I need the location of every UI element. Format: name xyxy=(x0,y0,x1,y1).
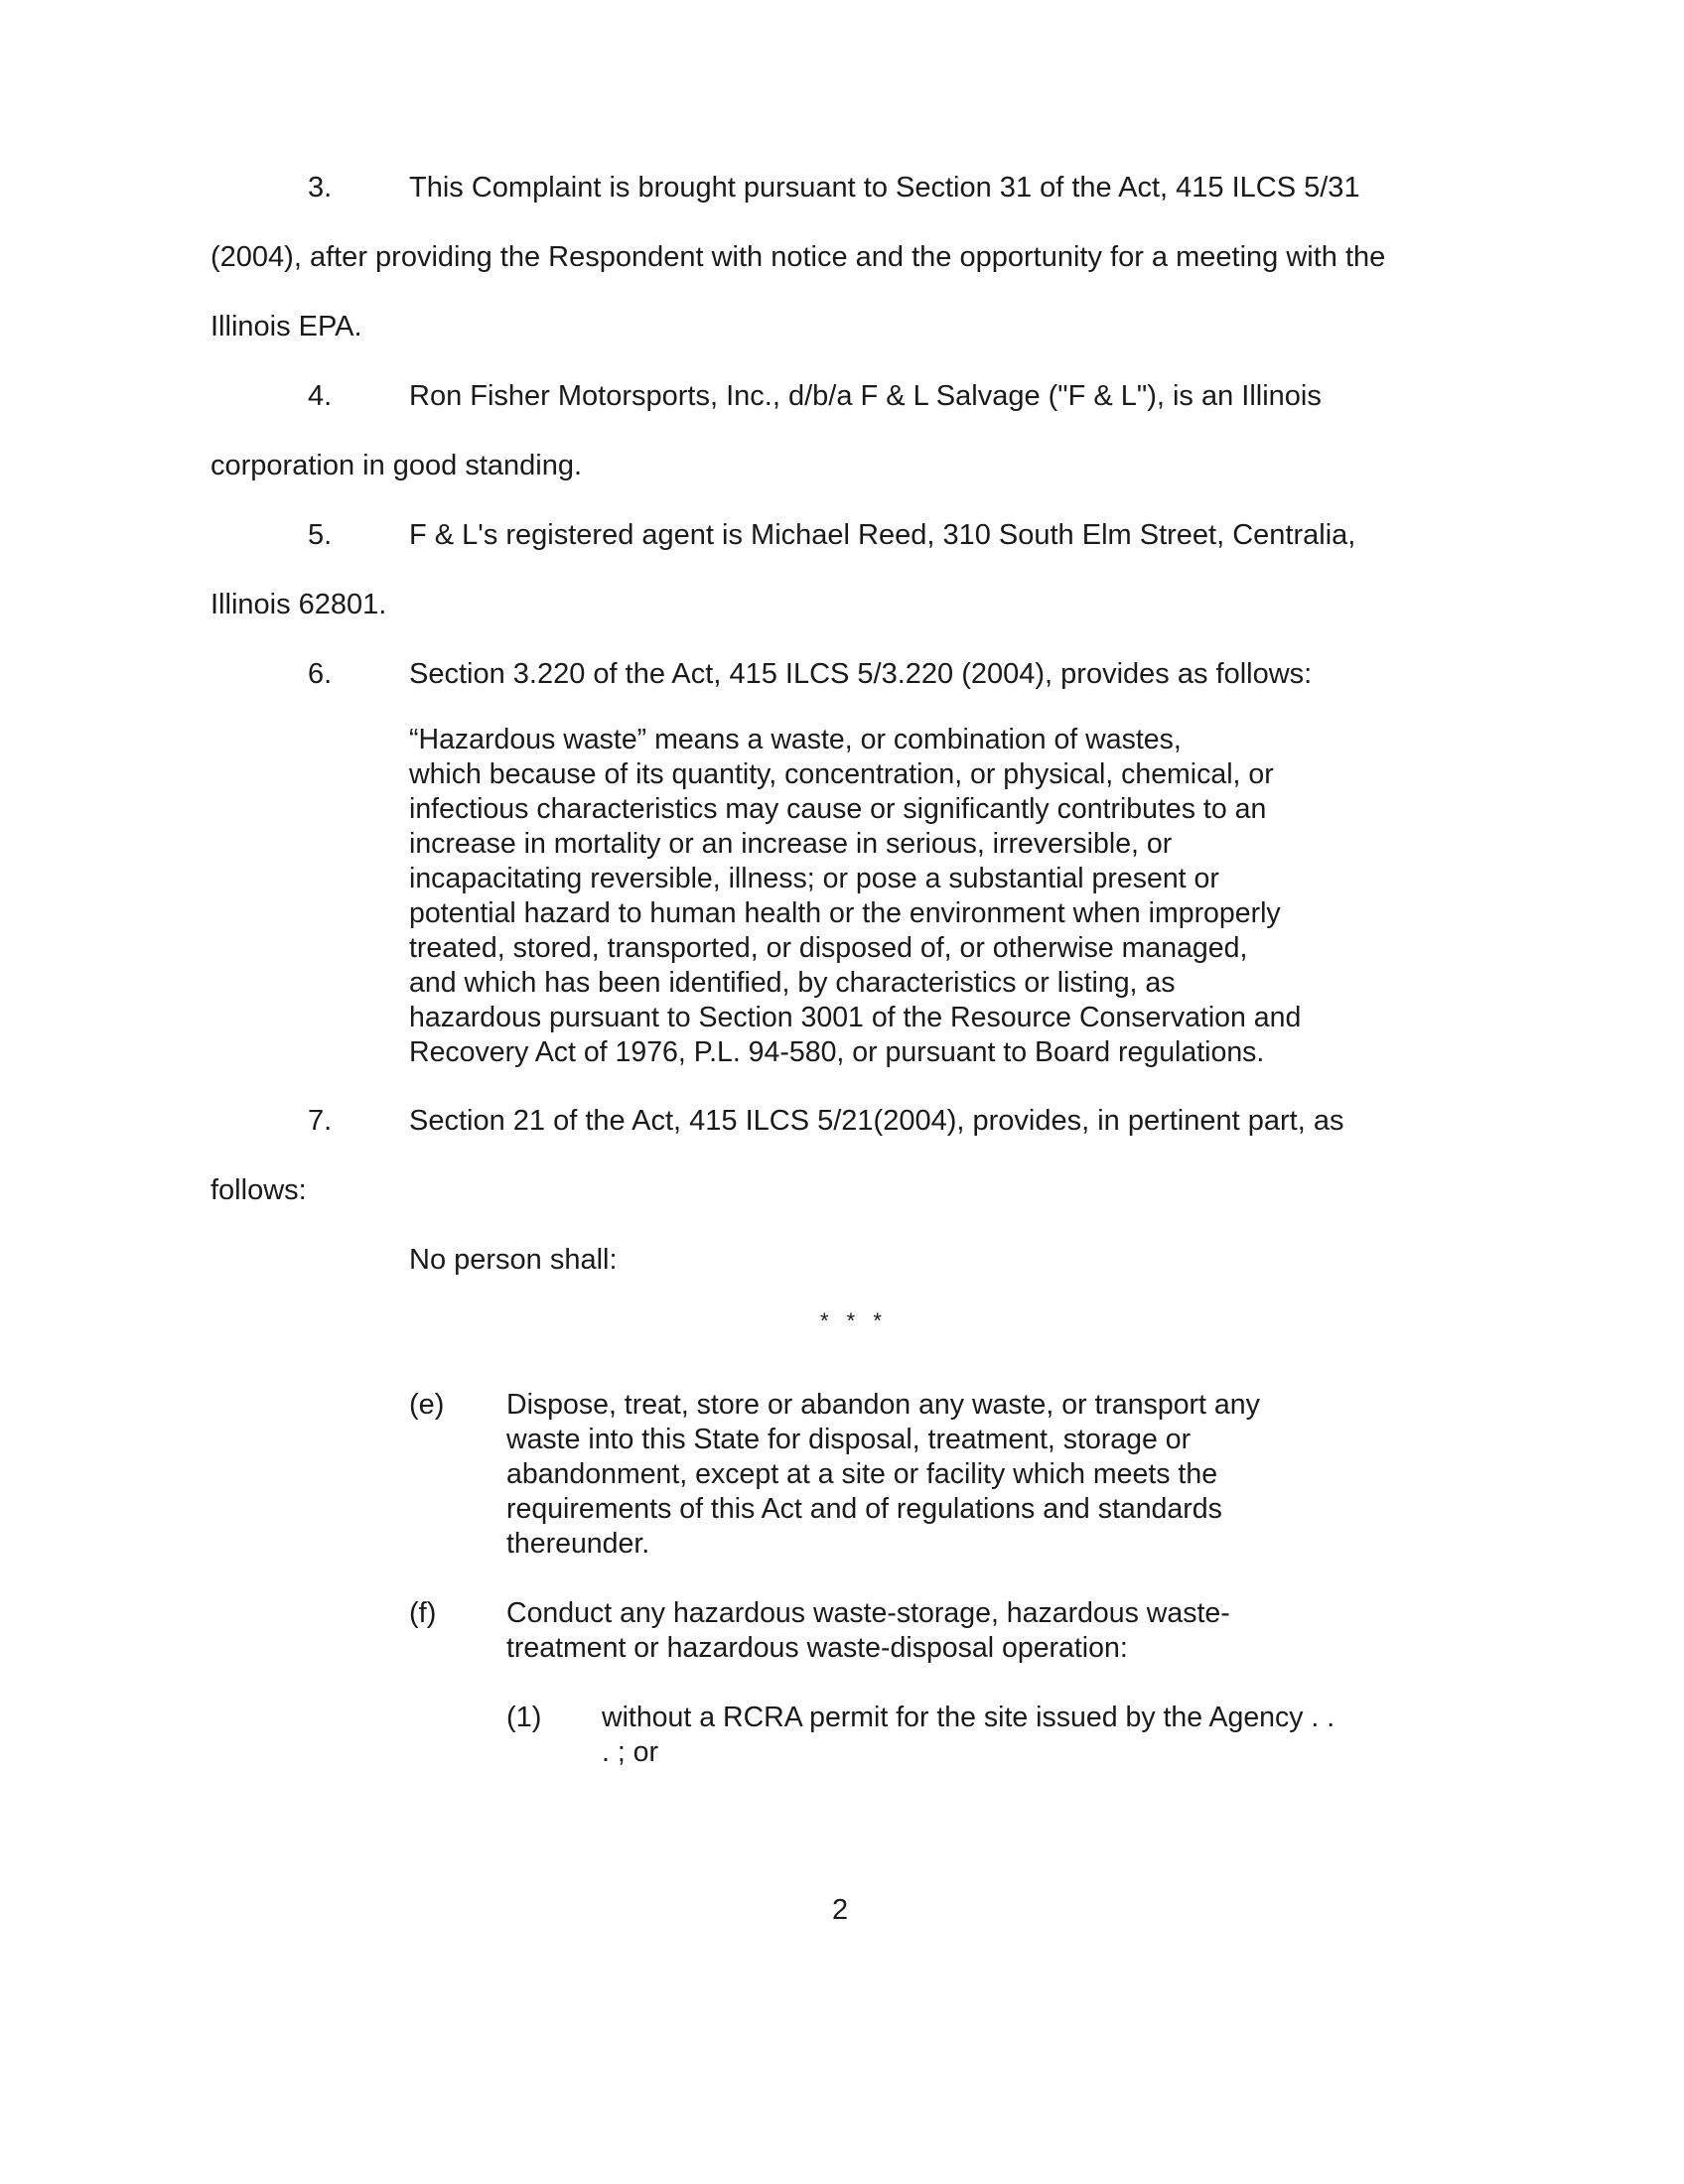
page-number: 2 xyxy=(832,1894,849,1926)
paragraph-6-line-1: Section 3.220 of the Act, 415 ILCS 5/3.220 (2004), provides as follows: xyxy=(409,658,1313,690)
quote-line: infectious characteristics may cause or significantly contributes to an xyxy=(409,793,1267,825)
quote-line: and which has been identified, by characteristics or listing, as xyxy=(409,967,1176,999)
quote-line: increase in mortality or an increase in serious, irreversible, or xyxy=(409,828,1173,860)
item-e-line: abandonment, except at a site or facility which meets the xyxy=(506,1458,1218,1490)
item-f-text xyxy=(506,1596,1230,1666)
quote-line: hazardous pursuant to Section 3001 of the Resource Conservation and xyxy=(409,1002,1302,1033)
quote-line: Recovery Act of 1976, P.L. 94-580, or pursuant to Board regulations. xyxy=(409,1036,1265,1068)
paragraph-3-line-2: (2004), after providing the Respondent with notice and the opportunity for a meeting with the xyxy=(210,241,1386,273)
item-e-label: (e) xyxy=(409,1389,445,1421)
item-e-line: waste into this State for disposal, treatment, storage or xyxy=(506,1424,1192,1455)
hazardous-waste-definition-quote xyxy=(409,723,1382,1070)
quote-line: potential hazard to human health or the environment when improperly xyxy=(409,897,1281,929)
paragraph-7-line-1: Section 21 of the Act, 415 ILCS 5/21(2004), provides, in pertinent part, as xyxy=(409,1105,1344,1137)
paragraph-6-number: 6. xyxy=(308,658,333,690)
paragraph-3-number: 3. xyxy=(308,172,333,204)
item-f1-line: . ; or xyxy=(602,1736,659,1768)
paragraph-5-line-2: Illinois 62801. xyxy=(210,589,387,620)
item-f1-line: without a RCRA permit for the site issued by the Agency . . xyxy=(602,1702,1335,1733)
item-f-line: treatment or hazardous waste-disposal operation: xyxy=(506,1632,1128,1664)
omission-asterisks: * * * xyxy=(820,1308,888,1333)
paragraph-3-line-1: This Complaint is brought pursuant to Section 31 of the Act, 415 ILCS 5/31 xyxy=(409,172,1360,204)
quote-line: incapacitating reversible, illness; or pose a substantial present or xyxy=(409,863,1219,894)
item-f-line: Conduct any hazardous waste-storage, hazardous waste- xyxy=(506,1597,1230,1629)
item-f-label: (f) xyxy=(409,1597,437,1629)
paragraph-5-number: 5. xyxy=(308,519,333,551)
quote-line: treated, stored, transported, or disposed of, or otherwise managed, xyxy=(409,932,1248,964)
paragraph-7-number: 7. xyxy=(308,1105,333,1137)
item-e-line: Dispose, treat, store or abandon any waste, or transport any xyxy=(506,1389,1260,1421)
paragraph-4-line-1: Ron Fisher Motorsports, Inc., d/b/a F & L Salvage ("F & L"), is an Illinois xyxy=(409,380,1322,412)
paragraph-5-line-1: F & L's registered agent is Michael Reed, 310 South Elm Street, Centralia, xyxy=(409,519,1356,551)
no-person-shall-intro: No person shall: xyxy=(409,1244,618,1276)
item-f1-label: (1) xyxy=(506,1702,542,1733)
item-e-line: requirements of this Act and of regulations and standards xyxy=(506,1493,1222,1525)
paragraph-3-line-3: Illinois EPA. xyxy=(210,311,362,342)
item-e-line: thereunder. xyxy=(506,1528,650,1560)
quote-line: which because of its quantity, concentration, or physical, chemical, or xyxy=(409,758,1274,790)
paragraph-4-number: 4. xyxy=(308,380,333,412)
item-e-text xyxy=(506,1388,1260,1562)
quote-line: “Hazardous waste” means a waste, or combination of wastes, xyxy=(409,724,1182,755)
paragraph-7-line-2: follows: xyxy=(210,1174,307,1206)
item-f1-text xyxy=(602,1701,1334,1770)
paragraph-4-line-2: corporation in good standing. xyxy=(210,450,583,481)
